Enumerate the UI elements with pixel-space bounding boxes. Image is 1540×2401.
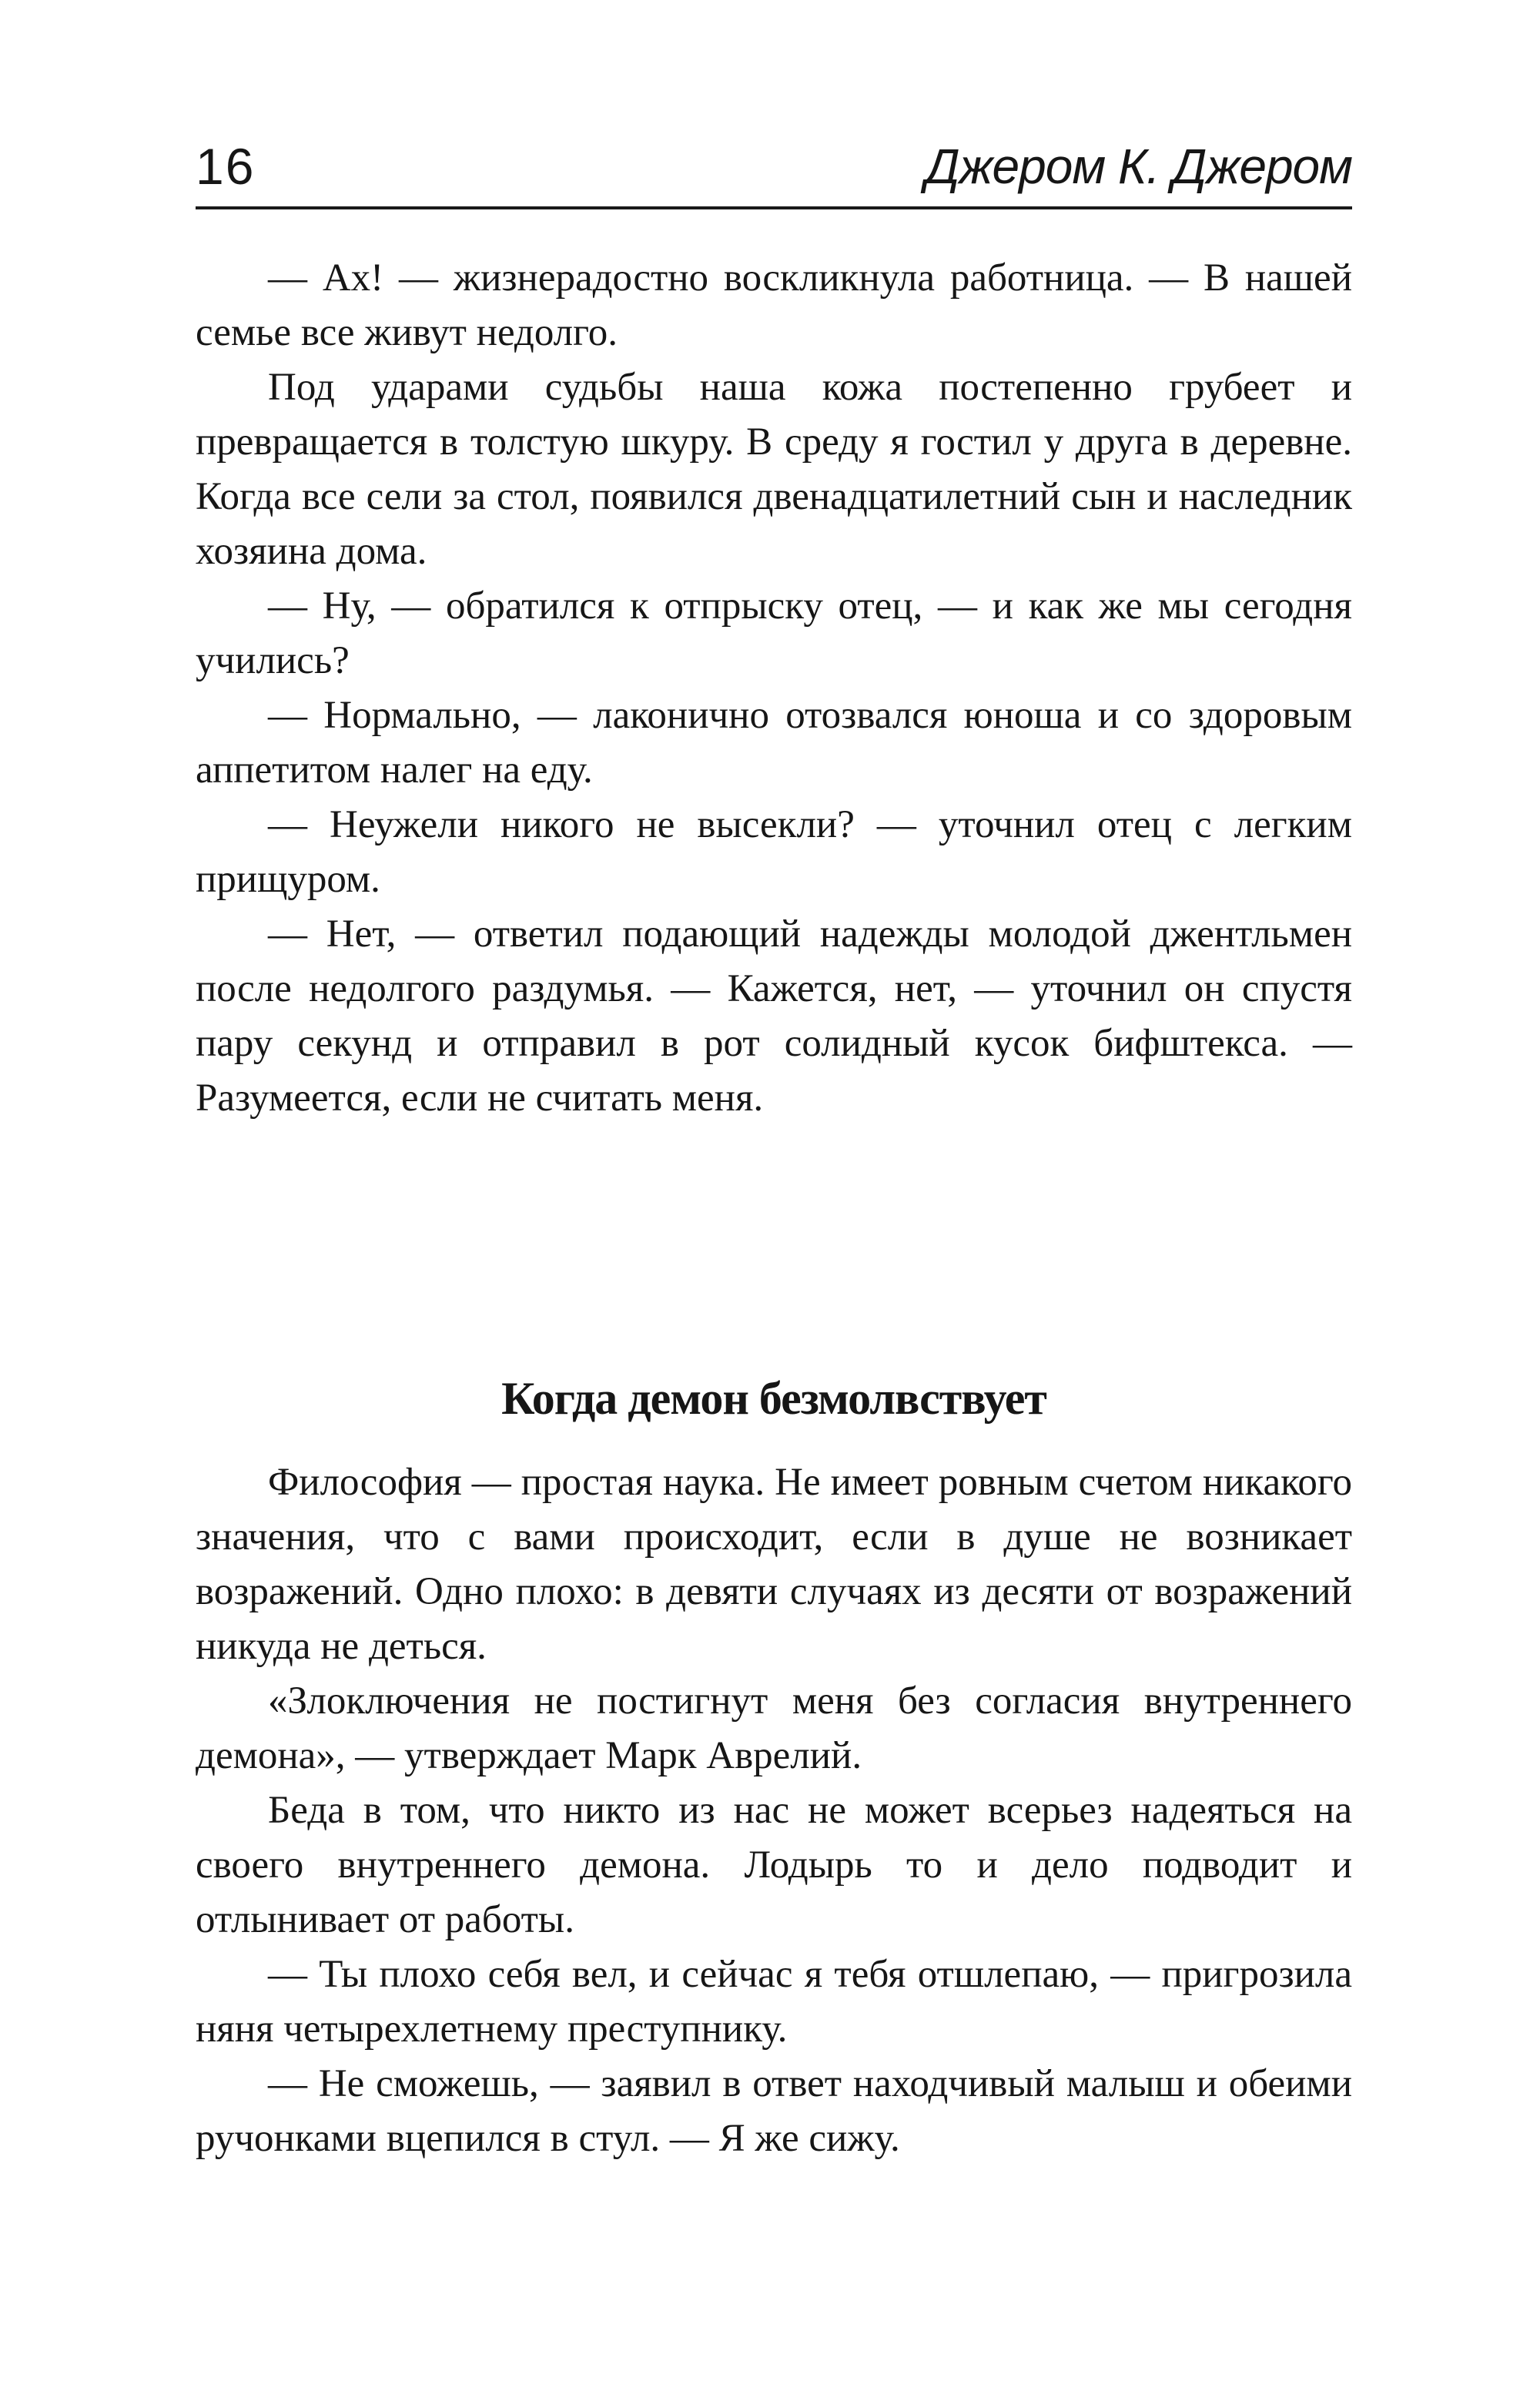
paragraph: — Нормально, — лаконично отозвался юноша и со здоровым аппетитом налег на еду. — [196, 694, 1352, 792]
paragraph: — Неужели никого не высекли? — уточнил отец с легким прищуром. — [196, 803, 1352, 901]
header-rule — [196, 206, 1352, 209]
text-block-2 — [196, 1455, 1352, 2166]
paragraph: — Ты плохо себя вел, и сейчас я тебя отшлепаю, — пригрозила няня четырехлетнему преступнику. — [196, 1953, 1352, 2051]
paragraph: «Злоключения не постигнут меня без согласия внутреннего демона», — утверждает Марк Аврелий. — [196, 1679, 1352, 1777]
running-title: Джером К. Джером — [925, 139, 1352, 194]
paragraph: — Ах! — жизнерадостно воскликнула работница. — В нашей семье все живут недолго. — [196, 256, 1352, 354]
paragraph: Философия — простая наука. Не имеет ровным счетом никакого значения, что с вами происходит, если в душе не возникает возражений. Одно плохо: в девяти случаях из десяти от возражений никуда не деться. — [196, 1461, 1352, 1668]
text-block-1 — [196, 251, 1352, 1126]
paragraph: — Нет, — ответил подающий надежды молодой джентльмен после недолгого раздумья. — Кажется, нет, — уточнил он спустя пару секунд и отправил в рот солидный кусок бифштекса. — Разумеется, если не считать меня. — [196, 913, 1352, 1120]
page-number: 16 — [196, 138, 256, 195]
section-title: Когда демон безмолвствует — [501, 1372, 1046, 1424]
paragraph: — Ну, — обратился к отпрыску отец, — и как же мы сегодня учились? — [196, 584, 1352, 682]
paragraph: Под ударами судьбы наша кожа постепенно грубеет и превращается в толстую шкуру. В среду я гостил у друга в деревне. Когда все сели за стол, появился двенадцатилетний сын и наследник хозяина дома. — [196, 366, 1352, 573]
page-header — [196, 131, 1352, 208]
paragraph: Беда в том, что никто из нас не может всерьез надеяться на своего внутреннего демона. Лодырь то и дело подводит и отлынивает от работы. — [196, 1789, 1352, 1941]
paragraph: — Не сможешь, — заявил в ответ находчивый малыш и обеими ручонками вцепился в стул. — Я же сижу. — [196, 2062, 1352, 2160]
